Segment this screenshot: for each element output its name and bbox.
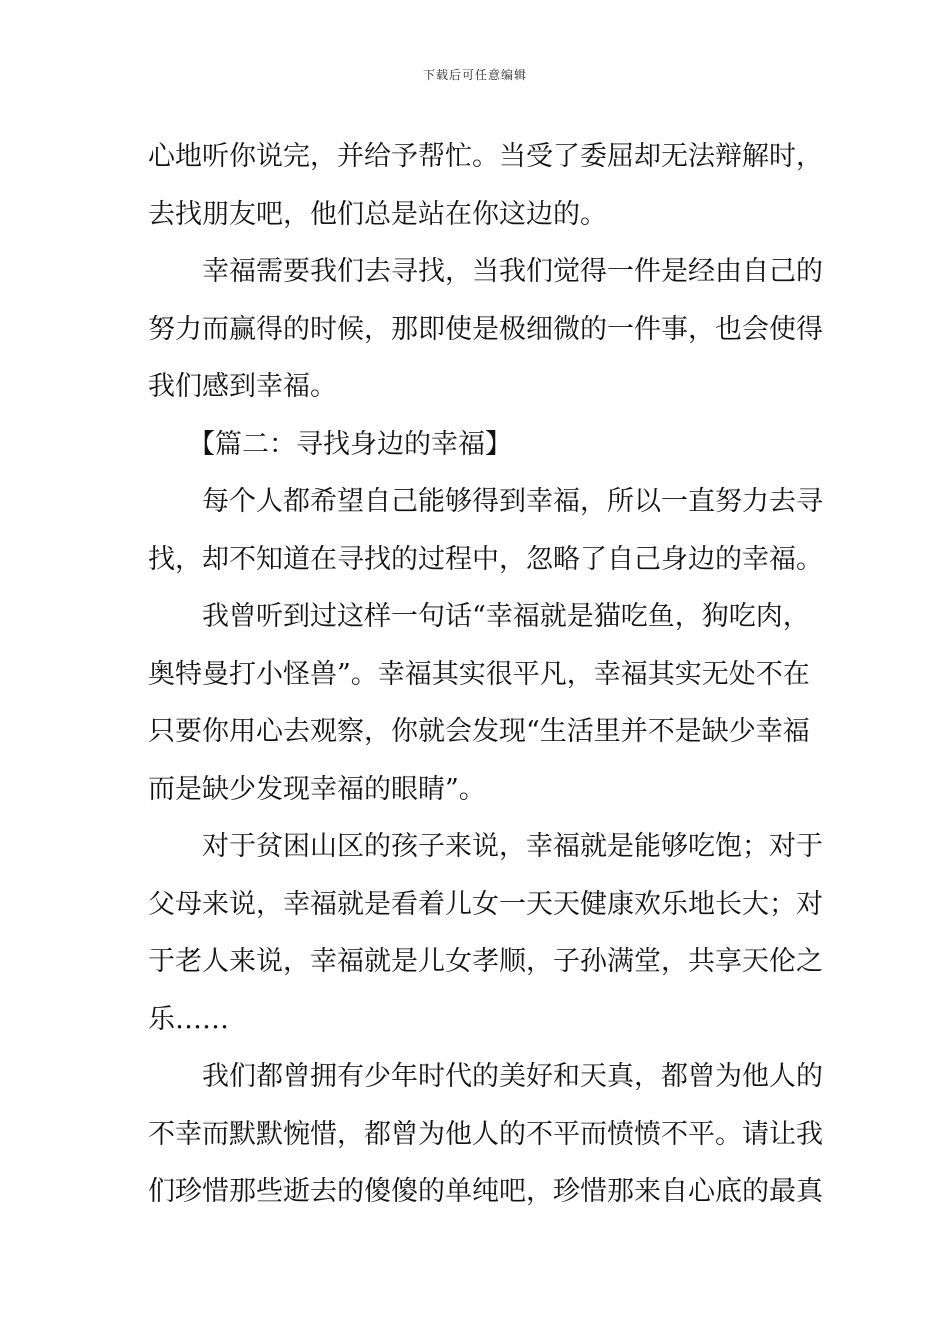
text-line: 去找朋友吧，他们总是站在你这边的。 (148, 198, 607, 230)
text-line: 心地听你说完，并给予帮忙。当受了委屈却无法辩解时， (148, 141, 823, 172)
text-line: 每个人都希望自己能够得到幸福，所以一直努力去寻 (202, 486, 823, 517)
text-line: 我们都曾拥有少年时代的美好和天真，都曾为他人的 (202, 1061, 823, 1092)
text-line: 努力而赢得的时候，那即使是极细微的一件事，也会使得 (148, 313, 823, 345)
section-heading: 【篇二：寻找身边的幸福】 (188, 428, 512, 460)
text-line: 只要你用心去观察，你就会发现“生活里并不是缺少幸福 (148, 716, 810, 747)
text-line: 我曾听到过这样一句话“幸福就是猫吃鱼，狗吃肉， (202, 601, 810, 632)
text-line: 对于贫困山区的孩子来说，幸福就是能够吃饱；对于 (202, 831, 823, 862)
text-line: 父母来说，幸福就是看着儿女一天天健康欢乐地长大；对 (148, 888, 823, 920)
text-line: 我们感到幸福。 (148, 371, 337, 402)
header-note: 下载后可任意编辑 (422, 68, 527, 82)
text-line: 不幸而默默惋惜，都曾为他人的不平而愤愤不平。请让我 (148, 1118, 823, 1150)
text-line: 于老人来说，幸福就是儿女孝顺，子孙满堂，共享天伦之 (148, 946, 823, 977)
text-line: 乐…… (148, 1003, 229, 1035)
document-body (148, 128, 823, 1221)
text-line: 而是缺少发现幸福的眼睛”。 (148, 773, 486, 805)
text-line: 们珍惜那些逝去的傻傻的单纯吧，珍惜那来自心底的最真 (148, 1176, 823, 1207)
text-line: 幸福需要我们去寻找，当我们觉得一件是经由自己的 (202, 256, 823, 287)
text-line: 奥特曼打小怪兽”。幸福其实很平凡，幸福其实无处不在 (148, 658, 810, 690)
text-line: 找，却不知道在寻找的过程中，忽略了自己身边的幸福。 (148, 543, 823, 575)
